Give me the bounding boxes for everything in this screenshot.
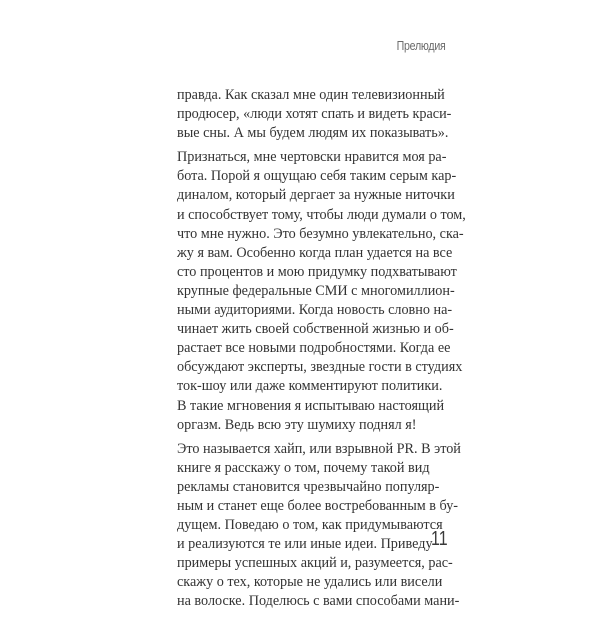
paragraph-1 xyxy=(177,86,452,143)
text-line: скажу о тех, которые не удались или висели xyxy=(177,574,443,591)
page-number: 11 xyxy=(431,528,448,550)
text-line: растает все новыми подробностями. Когда ее xyxy=(177,340,451,357)
text-line: ными аудиториями. Когда новость словно на- xyxy=(177,302,453,319)
text-line: дущем. Поведаю о том, как придумываются xyxy=(177,517,443,534)
text-line: на волоске. Поделюсь с вами способами мани- xyxy=(177,593,460,610)
text-line: жу я вам. Особенно когда план удается на все xyxy=(177,244,453,261)
text-line: диналом, который дергает за нужные ниточки xyxy=(177,187,455,204)
text-line: правда. Как сказал мне один телевизионный xyxy=(177,87,445,103)
text-line: продюсер, «люди хотят спать и видеть краси- xyxy=(177,106,452,123)
text-line: оргазм. Ведь всю эту шумиху поднял я! xyxy=(177,416,417,433)
text-line: ток-шоу или даже комментируют политики. xyxy=(177,378,443,395)
text-line: примеры успешных акций и, разумеется, рас- xyxy=(177,555,453,572)
text-line: книге я расскажу о том, почему такой вид xyxy=(177,459,430,476)
text-line: чинает жить своей собственной жизнью и об- xyxy=(177,321,454,338)
paragraph-2 xyxy=(177,148,466,434)
text-line: и реализуются те или иные идеи. Приведу xyxy=(177,536,433,553)
running-head: Прелюдия xyxy=(397,39,446,53)
text-line: ным и станет еще более востребованным в бу- xyxy=(177,497,459,514)
text-line: бота. Порой я ощущаю себя таким серым кар- xyxy=(177,168,457,185)
text-line: вые сны. А мы будем людям их показывать». xyxy=(177,125,449,142)
text-line: и способствует тому, чтобы люди думали о том, xyxy=(177,206,466,223)
text-line: Это называется хайп, или взрывной PR. В этой xyxy=(177,440,461,457)
text-line: рекламы становится чрезвычайно популяр- xyxy=(177,478,440,495)
text-line: В такие мгновения я испытываю настоящий xyxy=(177,397,445,414)
text-line: сто процентов и мою придумку подхватывают xyxy=(177,263,457,280)
text-line: Признаться, мне чертовски нравится моя ра- xyxy=(177,149,447,166)
text-line: крупные федеральные СМИ с многомиллион- xyxy=(177,282,455,299)
text-line: что мне нужно. Это безумно увлекательно, ска- xyxy=(177,225,464,242)
text-line: обсуждают эксперты, звездные гости в студиях xyxy=(177,359,463,376)
